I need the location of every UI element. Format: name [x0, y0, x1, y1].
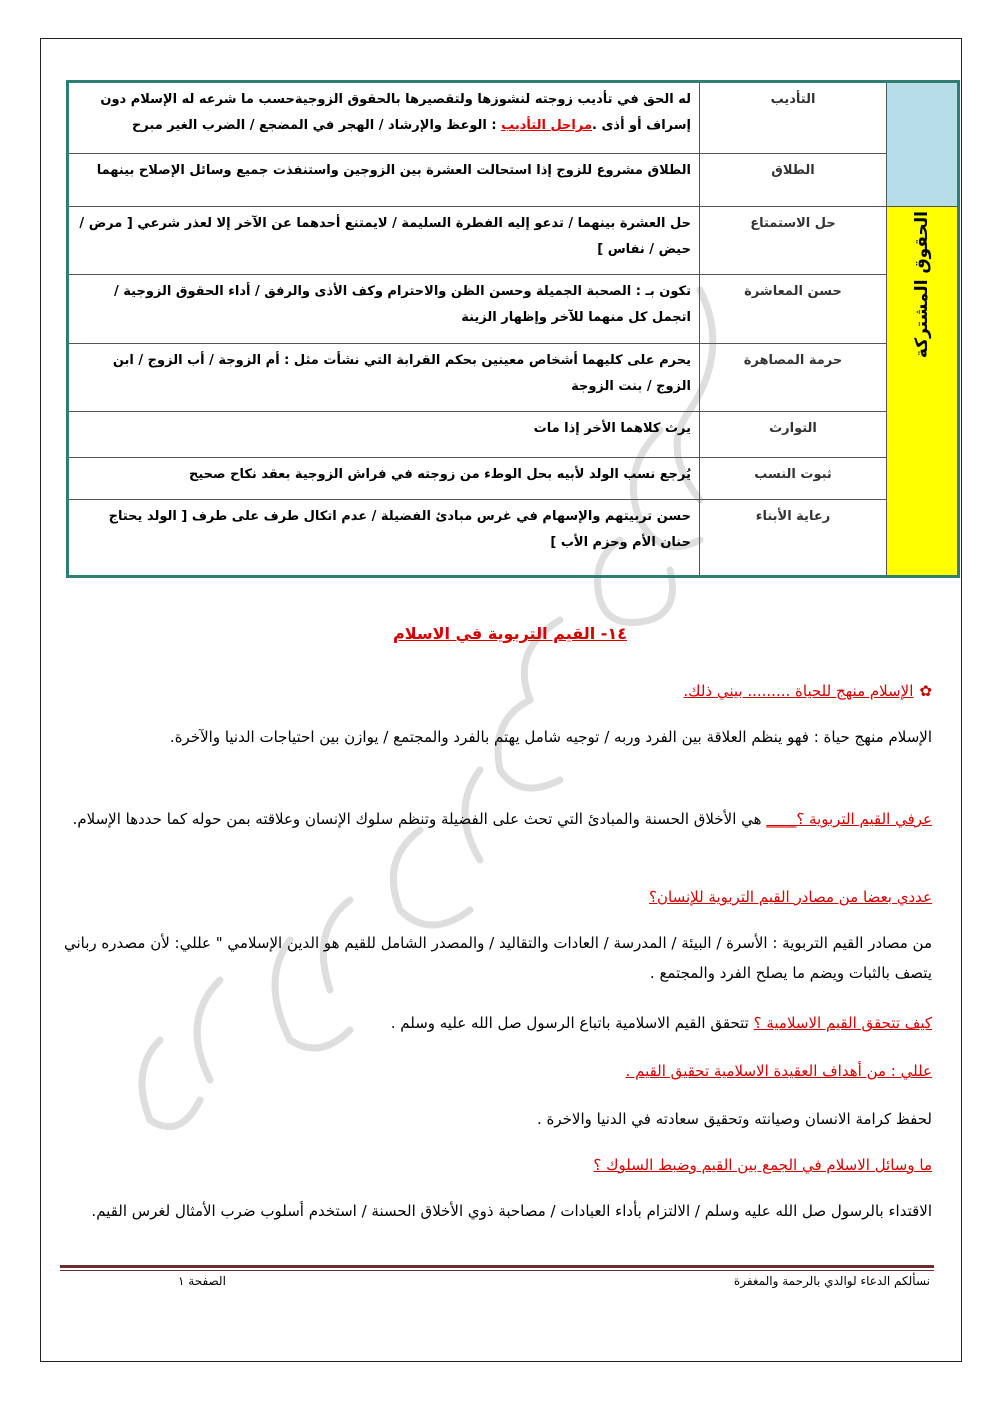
group-cell-husband — [887, 82, 959, 207]
description-cell — [68, 343, 700, 411]
term-cell: ثبوت النسب — [700, 458, 887, 500]
term-cell: التوارث — [700, 411, 887, 457]
question-2 — [62, 804, 932, 834]
question-6 — [62, 1150, 932, 1180]
question-5 — [62, 1056, 932, 1086]
description-text: يرث كلاهما الأخر إذا مات — [533, 420, 691, 436]
description-text: له الحق في تأديب زوجته لنشوزها ولتقصيرها بالحقوق الزوجيةحسب ما شرعه له الإسلام دون إسراف أو أذى . — [100, 92, 691, 133]
question-4-text: كيف تتحقق القيم الاسلامية ؟ — [753, 1014, 932, 1032]
table-row — [68, 82, 959, 154]
answer-1: الإسلام منهج حياة : فهو ينظم العلاقة بين الفرد وربه / توجيه شامل يهتم بالفرد والمجتمع / يوازن بين احتياجات الدنيا والآخرة. — [169, 728, 932, 746]
description-cell — [68, 82, 700, 154]
description-text: حسن تربيتهم والإسهام في غرس مبادئ الفضيلة / عدم اتكال طرف على طرف [ الولد يحتاج حنان الأم وحزم الأب ] — [108, 509, 691, 551]
answer-4: تتحقق القيم الاسلامية باتباع الرسول صل الله عليه وسلم . — [390, 1014, 749, 1032]
rights-table — [66, 80, 960, 578]
footer-divider-thin — [60, 1270, 934, 1271]
group-cell-shared — [887, 206, 959, 576]
answer-2: هي الأخلاق الحسنة والمبادئ التي تحث على الفضيلة وتنظم سلوك الإنسان وعلاقته بمن حوله كما حددها الإسلام. — [72, 810, 767, 828]
answer-3: من مصادر القيم التربوية : الأسرة / البيئة / المدرسة / العادات والتقاليد / والمصدر الشامل للقيم هو الدين الإسلامي " عللي: لأن مصدره رباني يتصف بالثبات ويضم ما يصلح الفرد والمجتمع . — [63, 934, 932, 982]
term-cell: حسن المعاشرة — [700, 275, 887, 343]
description-text: يحرم على كليهما أشخاص معينين بحكم القرابة التي نشأت مثل : أم الزوجة / أب الزوج / ابن الزوج / بنت الزوجة — [112, 352, 691, 394]
footer-dua: نسألكم الدعاء لوالدي بالرحمة والمغفرة — [733, 1274, 930, 1288]
question-6-text: ما وسائل الاسلام في الجمع بين القيم وضبط السلوك ؟ — [593, 1156, 932, 1174]
term-cell: حرمة المصاهرة — [700, 343, 887, 411]
answer-5: لحفظ كرامة الانسان وصيانته وتحقيق سعادته في الدنيا والاخرة . — [536, 1110, 932, 1128]
table-row — [68, 206, 959, 274]
table-row — [68, 154, 959, 206]
question-5-text: عللي : من أهداف العقيدة الاسلامية تحقيق القيم . — [625, 1062, 932, 1080]
table-row — [68, 411, 959, 457]
answer-6: الاقتداء بالرسول صل الله عليه وسلم / الالتزام بأداء العبادات / مصاحبة ذوي الأخلاق الحسنة / استخدم أسلوب ضرب الأمثال لغرس القيم. — [91, 1202, 932, 1220]
question-3 — [62, 882, 932, 912]
question-2-text: عرفي القيم التربوية ؟____ — [766, 810, 932, 828]
description-cell — [68, 275, 700, 343]
footer-divider — [60, 1265, 934, 1268]
description-text: يُرجع نسب الولد لأبيه بحل الوطء من زوجته في فراش الزوجية بعقد نكاح صحيح — [188, 467, 691, 483]
footer-page-number: الصفحة ١ — [178, 1274, 226, 1288]
flower-icon: ✿ — [919, 682, 932, 700]
table-row — [68, 275, 959, 343]
description-cell — [68, 154, 700, 206]
description-text: تكون بـ : الصحبة الجميلة وحسن الظن والاحترام وكف الأذى والرفق / أداء الحقوق الزوجية / اتجمل كل منهما للآخر وإظهار الزينة — [114, 284, 691, 326]
table-row — [68, 500, 959, 577]
term-cell: الطلاق — [700, 154, 887, 206]
description-cell — [68, 206, 700, 274]
description-cell — [68, 411, 700, 457]
term-cell: التأديب — [700, 82, 887, 154]
description-text: : الوعظ والإرشاد / الهجر في المضجع / الضرب الغير مبرح — [131, 118, 502, 133]
description-text: مراحل التأديب — [501, 118, 593, 133]
section-title: ١٤- القيم التربوية في الاسلام — [393, 624, 627, 643]
question-1 — [62, 676, 932, 706]
description-text: الطلاق مشروع للزوج إذا استحالت العشرة بين الزوجين واستنفذت جميع وسائل الإصلاح بينهما — [96, 163, 691, 179]
table-row — [68, 343, 959, 411]
question-3-text: عددي بعضا من مصادر القيم التربوية للإنسان؟ — [649, 888, 932, 906]
question-1-text: الإسلام منهج للحياة ......... بيني ذلك. — [683, 682, 914, 700]
table-row — [68, 458, 959, 500]
question-4 — [62, 1008, 932, 1038]
description-cell — [68, 500, 700, 577]
description-text: حل العشرة بينهما / تدعو إليه الفطرة السليمة / لايمتنع أحدهما عن الآخر إلا لعذر شرعي [ مرض / حيض / نفاس ] — [79, 215, 691, 257]
term-cell: رعاية الأبناء — [700, 500, 887, 577]
description-cell — [68, 458, 700, 500]
term-cell: حل الاستمتاع — [700, 206, 887, 274]
group-label: الحقوق المشتركة — [912, 210, 932, 358]
